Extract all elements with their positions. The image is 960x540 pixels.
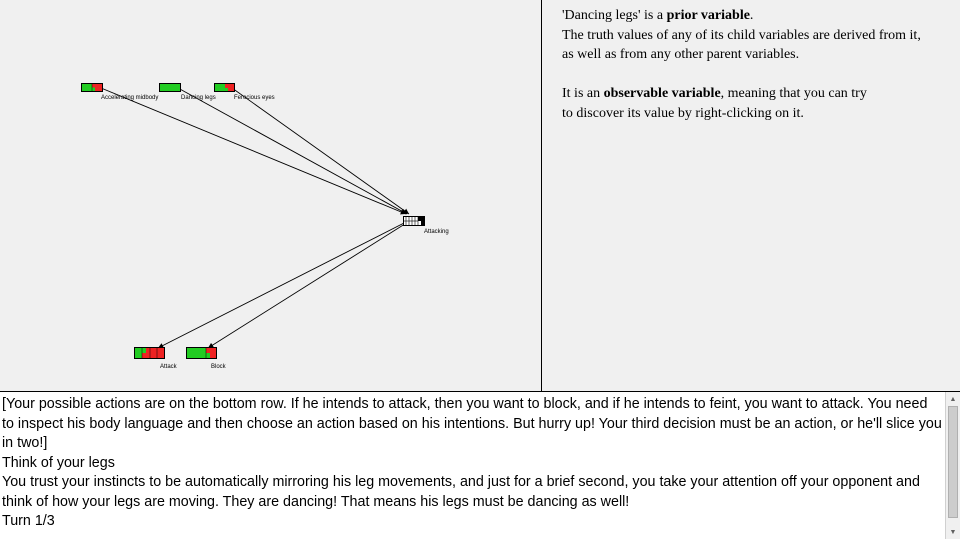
node-accelerating-midbody[interactable]: [81, 79, 103, 97]
node-accelerating-midbody-truth-table: [81, 83, 103, 92]
node-attack[interactable]: [134, 346, 165, 364]
scroll-up-arrow-icon[interactable]: ▲: [949, 395, 957, 403]
log-scrollbar[interactable]: [945, 392, 960, 539]
info-line-4: It is an observable variable, meaning that you can try: [562, 86, 867, 101]
scroll-down-arrow-icon[interactable]: ▼: [949, 528, 957, 536]
log-line-instructions: [Your possible actions are on the bottom row. If he intends to attack, then you want to block, and if he intends to feint, you want to attack. You need to inspect his body language and then choose an action based on his intentions. But hurry up! Your third decision must be an action, or he'll slice you in two!]: [2, 396, 942, 451]
info-line-5: to discover its value by right-clicking on it.: [562, 105, 804, 121]
node-attack-truth-table: [134, 347, 165, 359]
label-ferocious-eyes: Ferocious eyes: [234, 95, 275, 101]
info-line-1: 'Dancing legs' is a prior variable.: [562, 8, 754, 23]
node-dancing-legs[interactable]: [159, 79, 181, 97]
edge-dancing-legs-to-attacking: [178, 88, 407, 214]
info-line-2: The truth values of any of its child variables are derived from it,: [562, 27, 921, 43]
log-line-narrative: You trust your instincts to be automatically mirroring his leg movements, and just for a brief second, you take your attention off your opponent and think of how your legs are moving. They are dancing! That means his legs must be dancing as well!: [2, 474, 920, 510]
edge-attacking-to-attack: [158, 222, 406, 348]
node-attacking-truth-table: [403, 216, 425, 226]
log-line-action-title: Think of your legs: [2, 454, 115, 471]
node-dancing-legs-truth-table: [159, 83, 181, 92]
edge-accelerating-midbody-to-attacking: [101, 88, 406, 214]
log-line-turn-counter: Turn 1/3: [2, 513, 55, 529]
label-dancing-legs: Dancing legs: [181, 95, 216, 101]
edge-ferocious-eyes-to-attacking: [232, 88, 409, 214]
label-block: Block: [211, 364, 226, 370]
variable-info-pane: [543, 0, 960, 391]
info-line-3: as well as from any other parent variables.: [562, 47, 800, 62]
scroll-thumb[interactable]: [948, 406, 958, 518]
story-log[interactable]: [0, 391, 960, 540]
label-attack: Attack: [160, 364, 177, 370]
node-ferocious-eyes-truth-table: [214, 83, 235, 92]
story-log-text: [2, 395, 942, 532]
graph-edges: [0, 0, 542, 391]
label-attacking: Attacking: [424, 229, 449, 235]
node-ferocious-eyes[interactable]: [214, 79, 235, 97]
node-block[interactable]: [186, 346, 217, 364]
node-attacking[interactable]: [403, 213, 425, 231]
label-accelerating-midbody: Accelerating midbody: [101, 95, 159, 101]
edge-attacking-to-block: [208, 222, 408, 348]
graph-pane: [0, 0, 542, 391]
node-block-truth-table: [186, 347, 217, 359]
